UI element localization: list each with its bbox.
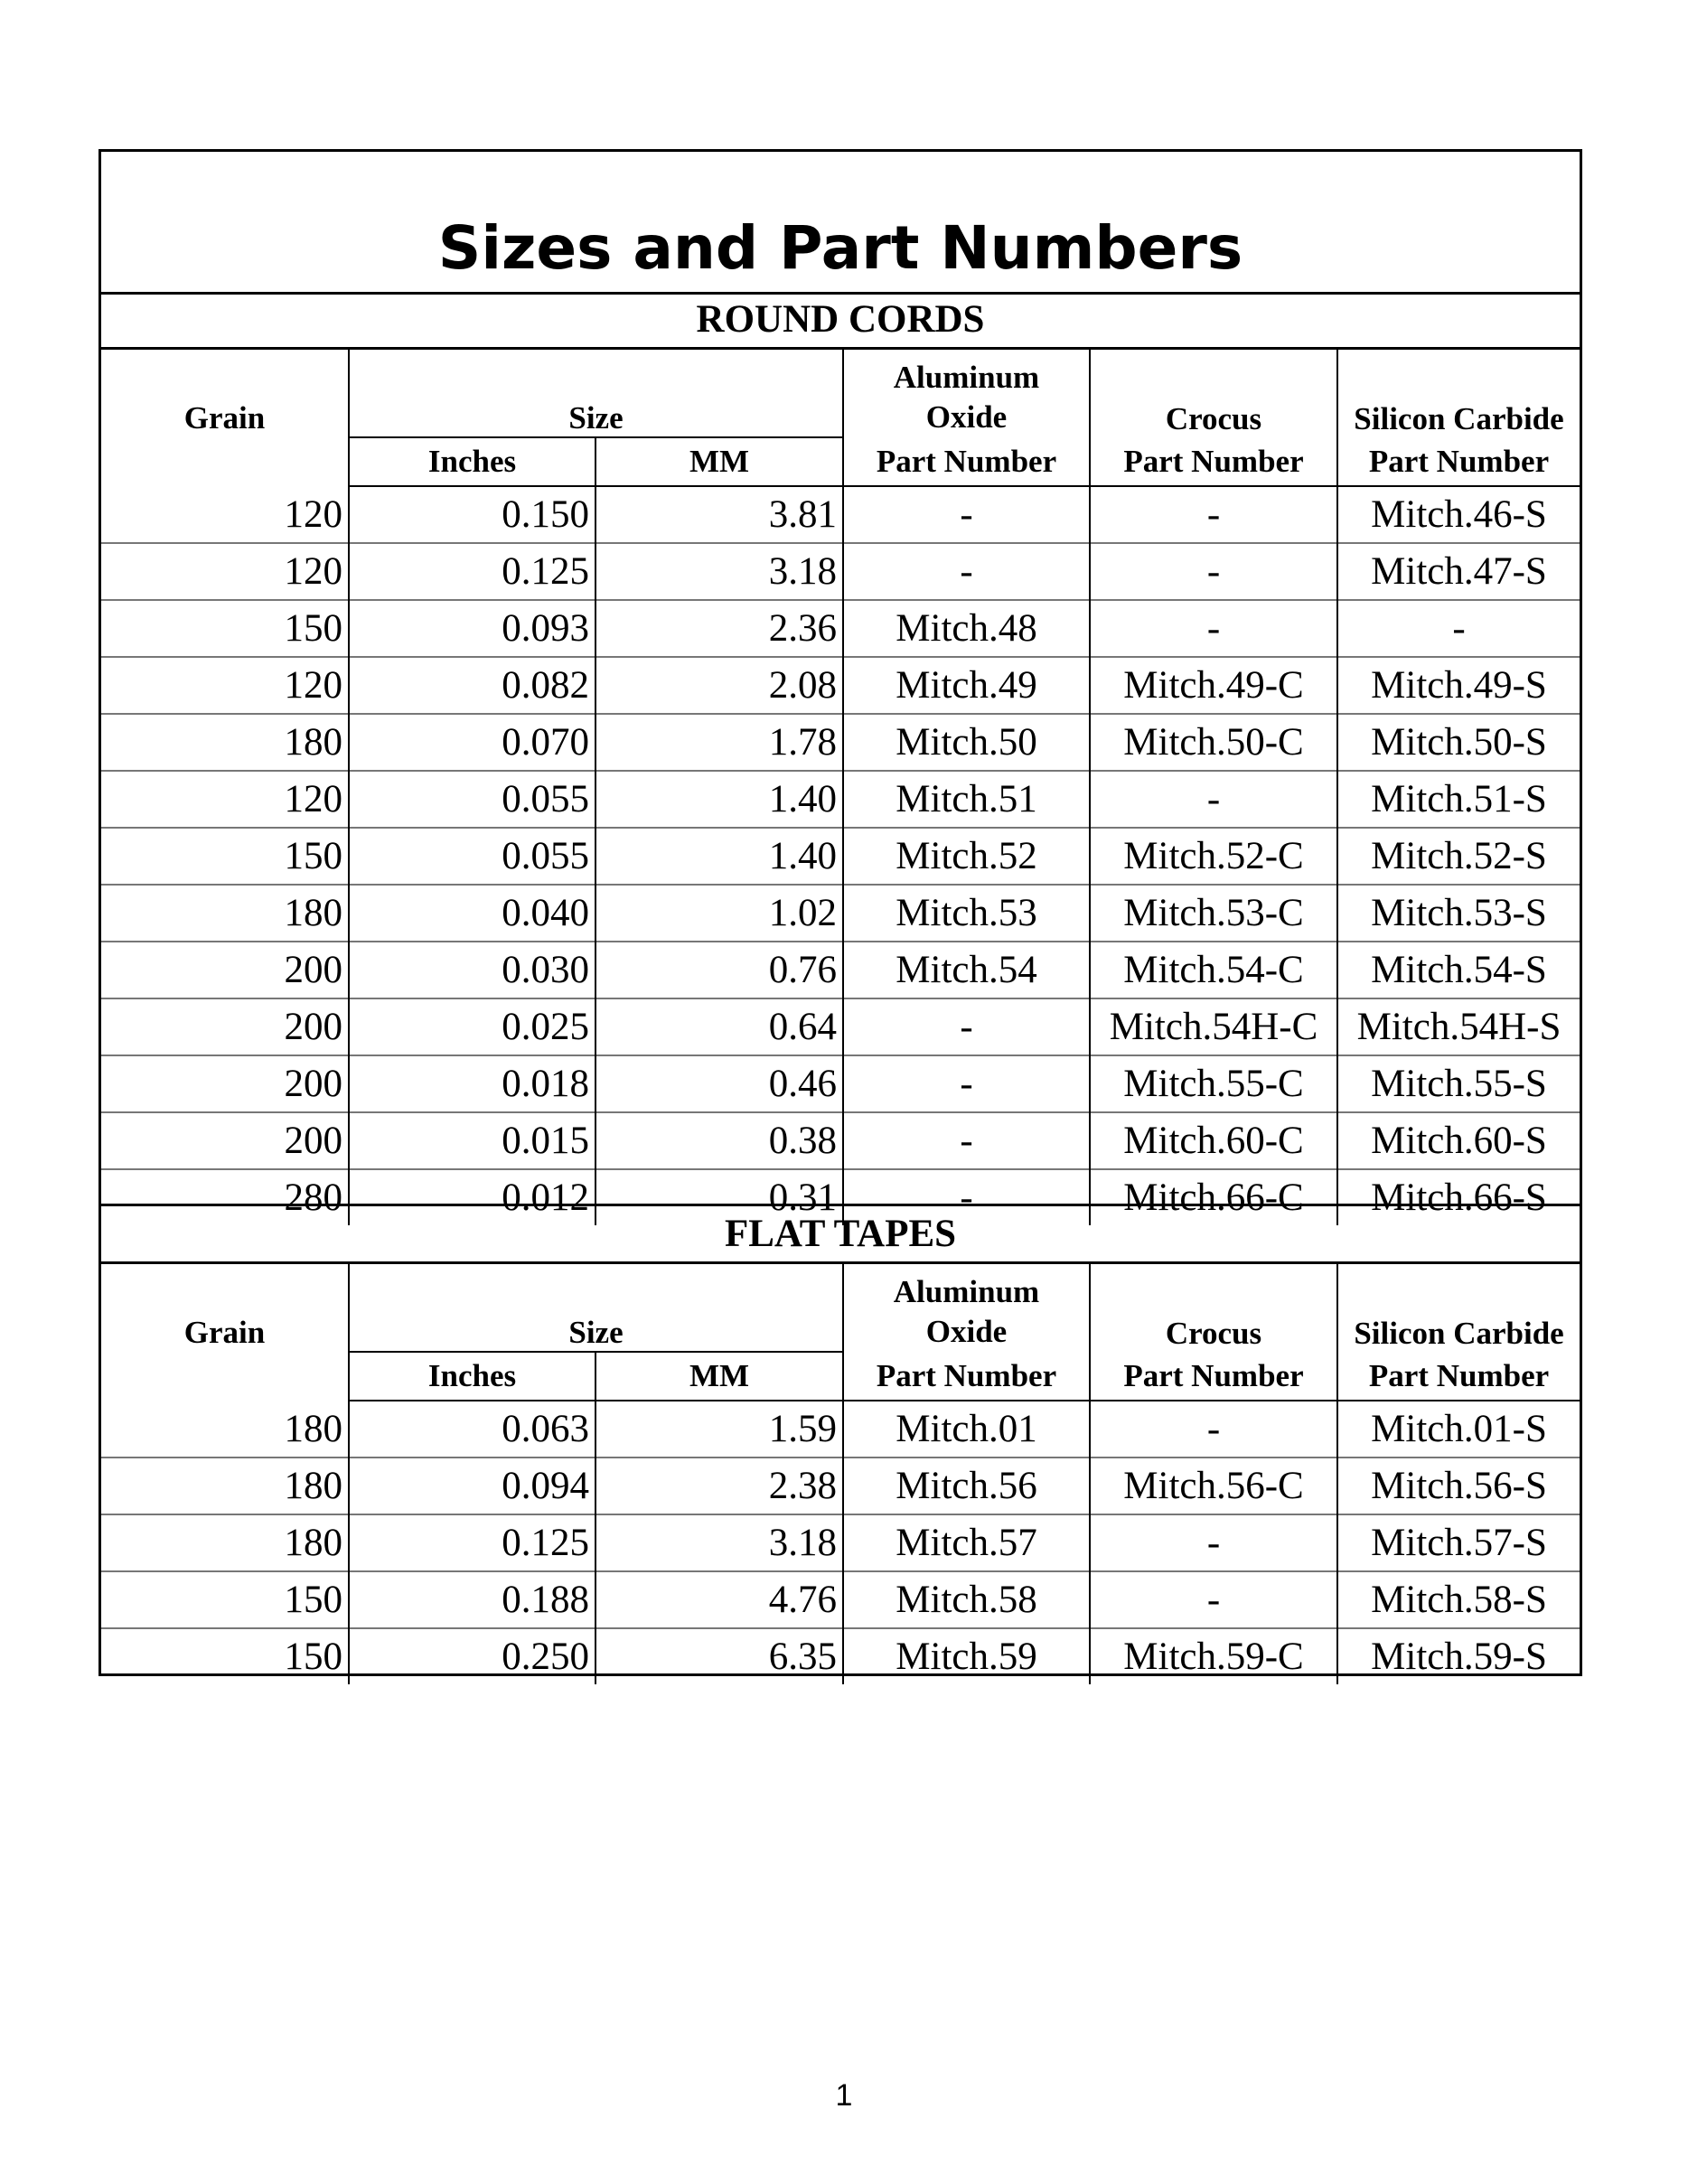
grain-header: Grain [183,399,266,436]
mm-cell: 1.59 [595,1401,843,1458]
table-row [101,1514,1580,1571]
silicon-part-cell: Mitch.60-S [1337,1112,1580,1169]
crocus-part-cell: - [1090,1514,1337,1571]
aluminum-oxide-header [843,1263,1090,1353]
table-row [101,942,1580,998]
silicon-part-cell: Mitch.66-S [1337,1169,1580,1225]
mm-cell: 0.31 [595,1169,843,1225]
silicon-part-cell: Mitch.57-S [1337,1514,1580,1571]
size-header: Size [349,1263,843,1353]
aluminum-part-cell: Mitch.52 [843,828,1090,885]
silicon-carbide-header: Silicon Carbide [1337,1263,1580,1353]
table-row [101,657,1580,714]
part-number-header: Part Number [1337,437,1580,486]
aluminum-part-cell: - [843,486,1090,543]
mm-cell: 0.76 [595,942,843,998]
grain-cell: 180 [101,885,349,942]
crocus-part-cell: Mitch.52-C [1090,828,1337,885]
grain-header: Grain [183,1314,266,1350]
grain-cell: 200 [101,998,349,1055]
crocus-header: Crocus [1090,349,1337,438]
silicon-part-cell: Mitch.47-S [1337,543,1580,600]
inches-cell: 0.018 [349,1055,595,1112]
silicon-part-cell: Mitch.58-S [1337,1571,1580,1628]
table-row [101,1112,1580,1169]
inches-cell: 0.063 [349,1401,595,1458]
crocus-part-cell: Mitch.55-C [1090,1055,1337,1112]
mm-cell: 1.40 [595,828,843,885]
grain-cell: 120 [101,543,349,600]
crocus-header: Crocus [1090,1263,1337,1353]
grain-cell: 120 [284,492,342,536]
mm-cell: 1.02 [595,885,843,942]
round-cords-table [101,292,1580,1225]
silicon-part-cell: Mitch.54-S [1337,942,1580,998]
crocus-part-cell: Mitch.53-C [1090,885,1337,942]
aluminum-part-cell: Mitch.51 [843,771,1090,828]
grain-cell: 280 [101,1169,349,1225]
inches-cell: 0.015 [349,1112,595,1169]
crocus-part-cell: - [1090,771,1337,828]
table-row [101,1055,1580,1112]
grain-cell: 180 [101,1514,349,1571]
aluminum-part-cell: Mitch.54 [843,942,1090,998]
inches-header: Inches [349,437,595,486]
inches-cell: 0.125 [349,1514,595,1571]
table-row [101,1628,1580,1684]
table-row [101,828,1580,885]
table-row [101,1571,1580,1628]
aluminum-part-cell: - [843,1055,1090,1112]
round-cords-rows [101,486,1580,1225]
silicon-part-cell: - [1337,600,1580,657]
flat-tapes-title: FLAT TAPES [101,1205,1580,1263]
part-number-header: Part Number [843,437,1090,486]
silicon-part-cell: Mitch.01-S [1337,1401,1580,1458]
silicon-part-cell: Mitch.54H-S [1337,998,1580,1055]
silicon-part-cell: Mitch.52-S [1337,828,1580,885]
title-box [101,152,1580,295]
mm-cell: 3.18 [595,1514,843,1571]
grain-cell: 200 [101,1055,349,1112]
table-row [101,771,1580,828]
silicon-part-cell: Mitch.46-S [1337,486,1580,543]
page-title: Sizes and Part Numbers [437,213,1243,283]
table-row [101,486,1580,543]
size-header: Size [349,349,843,438]
aluminum-label: Aluminum [893,1274,1040,1309]
part-number-header: Part Number [1090,437,1337,486]
inches-cell: 0.025 [349,998,595,1055]
parts-table-sheet [98,149,1582,1676]
silicon-part-cell: Mitch.51-S [1337,771,1580,828]
part-number-header: Part Number [843,1352,1090,1401]
aluminum-part-cell: Mitch.57 [843,1514,1090,1571]
table-row [101,600,1580,657]
grain-cell: 180 [101,1458,349,1514]
crocus-part-cell: - [1090,1571,1337,1628]
grain-cell: 180 [284,1407,342,1450]
aluminum-part-cell: Mitch.53 [843,885,1090,942]
table-row [101,1401,1580,1458]
crocus-part-cell: Mitch.66-C [1090,1169,1337,1225]
flat-tapes-table [101,1204,1580,1684]
aluminum-part-cell: Mitch.48 [843,600,1090,657]
aluminum-part-cell: Mitch.59 [843,1628,1090,1684]
silicon-part-cell: Mitch.55-S [1337,1055,1580,1112]
mm-cell: 0.38 [595,1112,843,1169]
inches-cell: 0.055 [349,771,595,828]
mm-cell: 0.46 [595,1055,843,1112]
silicon-part-cell: Mitch.53-S [1337,885,1580,942]
crocus-part-cell: Mitch.54-C [1090,942,1337,998]
grain-cell: 180 [101,714,349,771]
inches-cell: 0.070 [349,714,595,771]
aluminum-part-cell: Mitch.50 [843,714,1090,771]
silicon-part-cell: Mitch.59-S [1337,1628,1580,1684]
mm-cell: 2.36 [595,600,843,657]
table-row [101,885,1580,942]
inches-cell: 0.040 [349,885,595,942]
aluminum-part-cell: Mitch.56 [843,1458,1090,1514]
part-number-header: Part Number [1337,1352,1580,1401]
grain-cell: 120 [101,657,349,714]
inches-cell: 0.012 [349,1169,595,1225]
flat-tapes-rows [101,1401,1580,1684]
crocus-part-cell: - [1090,486,1337,543]
crocus-part-cell: Mitch.60-C [1090,1112,1337,1169]
aluminum-part-cell: - [843,1112,1090,1169]
mm-cell: 6.35 [595,1628,843,1684]
silicon-part-cell: Mitch.50-S [1337,714,1580,771]
table-row [101,1458,1580,1514]
silicon-part-cell: Mitch.56-S [1337,1458,1580,1514]
inches-cell: 0.030 [349,942,595,998]
aluminum-part-cell: - [843,1169,1090,1225]
grain-cell: 150 [101,828,349,885]
aluminum-part-cell: Mitch.49 [843,657,1090,714]
crocus-part-cell: - [1090,543,1337,600]
mm-cell: 1.40 [595,771,843,828]
aluminum-oxide-header [843,349,1090,438]
inches-cell: 0.082 [349,657,595,714]
inches-cell: 0.055 [349,828,595,885]
grain-cell: 200 [101,942,349,998]
mm-cell: 2.38 [595,1458,843,1514]
table-row [101,714,1580,771]
inches-cell: 0.093 [349,600,595,657]
crocus-part-cell: Mitch.54H-C [1090,998,1337,1055]
crocus-part-cell: Mitch.59-C [1090,1628,1337,1684]
mm-cell: 4.76 [595,1571,843,1628]
oxide-label: Oxide [925,399,1008,435]
mm-cell: 2.08 [595,657,843,714]
crocus-part-cell: Mitch.56-C [1090,1458,1337,1514]
round-cords-title: ROUND CORDS [101,292,1580,349]
aluminum-part-cell: - [843,998,1090,1055]
part-number-header: Part Number [1090,1352,1337,1401]
crocus-part-cell: - [1090,600,1337,657]
crocus-part-cell: - [1090,1401,1337,1458]
mm-cell: 1.78 [595,714,843,771]
inches-cell: 0.125 [349,543,595,600]
aluminum-label: Aluminum [893,360,1040,395]
aluminum-part-cell: - [843,543,1090,600]
mm-header: MM [595,1352,843,1401]
mm-cell: 0.64 [595,998,843,1055]
grain-cell: 120 [101,771,349,828]
crocus-part-cell: Mitch.50-C [1090,714,1337,771]
table-row [101,998,1580,1055]
table-row [101,543,1580,600]
silicon-carbide-header: Silicon Carbide [1337,349,1580,438]
inches-cell: 0.250 [349,1628,595,1684]
grain-cell: 150 [101,1571,349,1628]
mm-cell: 3.81 [595,486,843,543]
grain-cell: 150 [101,1628,349,1684]
inches-cell: 0.094 [349,1458,595,1514]
crocus-part-cell: Mitch.49-C [1090,657,1337,714]
silicon-part-cell: Mitch.49-S [1337,657,1580,714]
mm-header: MM [595,437,843,486]
inches-cell: 0.188 [349,1571,595,1628]
aluminum-part-cell: Mitch.01 [843,1401,1090,1458]
inches-header: Inches [349,1352,595,1401]
grain-cell: 200 [101,1112,349,1169]
inches-cell: 0.150 [349,486,595,543]
oxide-label: Oxide [925,1314,1008,1349]
page-number: 1 [835,2078,853,2113]
grain-cell: 150 [101,600,349,657]
mm-cell: 3.18 [595,543,843,600]
aluminum-part-cell: Mitch.58 [843,1571,1090,1628]
